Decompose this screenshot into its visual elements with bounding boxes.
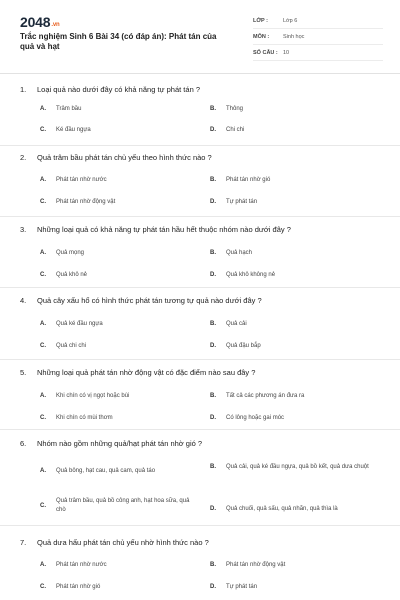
option-a[interactable] (40, 561, 200, 570)
option-text: Phát tán nhờ gió (56, 584, 101, 590)
option-letter: C. (40, 199, 46, 206)
option-c[interactable] (40, 414, 200, 423)
option-letter: B. (210, 250, 216, 257)
option-text: Chi chi (226, 127, 245, 133)
option-letter: A. (40, 177, 46, 184)
option-text: Quả cải (226, 321, 247, 327)
meta-label: LỚP : (253, 17, 268, 24)
meta-label: SỐ CÂU : (253, 49, 278, 56)
option-text: Phát tán nhờ động vật (226, 562, 286, 568)
option-d[interactable] (210, 505, 380, 514)
option-letter: B. (210, 321, 216, 328)
option-text: Quả khô không nẻ (226, 272, 276, 278)
option-d[interactable] (210, 342, 380, 351)
question-text (20, 439, 202, 448)
option-d[interactable] (210, 414, 380, 423)
option-text: Quả bông, hạt cau, quả cam, quả táo (56, 468, 156, 474)
option-d[interactable] (210, 583, 380, 592)
option-text: Quả mọng (56, 250, 85, 256)
option-c[interactable] (40, 271, 200, 280)
option-a[interactable] (40, 392, 200, 401)
question-label: Những loại quả phát tán nhờ động vật có đặc điểm nào sau đây ? (37, 368, 256, 377)
question-label: Loại quả nào dưới đây có khả năng tự phát tán ? (37, 85, 200, 94)
option-letter: A. (40, 562, 46, 569)
option-a[interactable] (40, 467, 200, 476)
option-b[interactable] (210, 176, 380, 185)
question-number: 3. (20, 225, 27, 234)
question-text (20, 538, 209, 547)
option-b[interactable] (210, 561, 380, 570)
question-number: 2. (20, 153, 27, 162)
option-text: Quả hạch (226, 250, 253, 256)
option-letter: C. (40, 584, 46, 591)
option-letter: D. (210, 506, 216, 513)
option-text: Tất cả các phương án đưa ra (226, 393, 305, 399)
option-c[interactable] (40, 497, 200, 514)
question-7 (0, 527, 400, 600)
option-c[interactable] (40, 198, 200, 207)
question-5 (0, 361, 400, 430)
option-text: Tự phát tán (226, 584, 258, 590)
option-c[interactable] (40, 126, 200, 135)
option-letter: B. (210, 177, 216, 184)
option-letter: B. (210, 106, 216, 113)
option-text: Quả khô nẻ (56, 272, 88, 278)
option-c[interactable] (40, 583, 200, 592)
page-header (0, 0, 400, 74)
option-a[interactable] (40, 249, 200, 258)
option-text: Phát tán nhờ nước (56, 562, 107, 568)
question-text (20, 225, 291, 234)
option-d[interactable] (210, 198, 380, 207)
option-letter: A. (40, 468, 46, 475)
option-letter: D. (210, 415, 216, 422)
option-letter: D. (210, 272, 216, 279)
option-text: Thông (226, 106, 244, 112)
option-text: Quả trâm bầu, quả bồ công anh, hạt hoa sữa, quả chò (56, 498, 190, 513)
option-letter: C. (40, 502, 46, 509)
option-text: Quả chuối, quả sấu, quả nhãn, quả thìa là (226, 506, 338, 512)
meta-value: 10 (283, 49, 290, 56)
option-c[interactable] (40, 342, 200, 351)
logo-text: 2048 (20, 14, 51, 30)
option-letter: B. (210, 393, 216, 400)
question-label: Nhóm nào gồm những quả/hạt phát tán nhờ gió ? (37, 439, 203, 448)
option-text: Quả cải, quả ké đầu ngựa, quả bồ kết, quả dưa chuột (226, 464, 369, 470)
option-letter: B. (210, 562, 216, 569)
question-1 (0, 80, 400, 146)
question-label: Quả trâm bầu phát tán chủ yếu theo hình thức nào ? (37, 153, 212, 162)
option-letter: A. (40, 250, 46, 257)
question-6 (0, 431, 400, 526)
option-letter: C. (40, 272, 46, 279)
meta-label: MÔN : (253, 33, 270, 40)
option-a[interactable] (40, 320, 200, 329)
option-b[interactable] (210, 463, 380, 472)
option-d[interactable] (210, 271, 380, 280)
option-letter: D. (210, 343, 216, 350)
option-letter: D. (210, 199, 216, 206)
option-letter: C. (40, 415, 46, 422)
question-label: Những loại quả có khả năng tự phát tán hầu hết thuộc nhóm nào dưới đây ? (37, 225, 291, 234)
option-letter: B. (210, 464, 216, 471)
option-a[interactable] (40, 105, 200, 114)
option-text: Quả chi chi (56, 343, 87, 349)
option-text: Quả đậu bắp (226, 343, 261, 349)
option-letter: A. (40, 106, 46, 113)
option-text: Phát tán nhờ gió (226, 177, 271, 183)
question-number: 7. (20, 538, 27, 547)
option-letter: C. (40, 127, 46, 134)
option-text: Có lông hoặc gai móc (226, 415, 285, 421)
question-text (20, 85, 200, 94)
question-text (20, 368, 255, 377)
question-4 (0, 289, 400, 360)
page-title: Trắc nghiệm Sinh 6 Bài 34 (có đáp án): Phát tán của quả và hạt (20, 32, 217, 51)
meta-value: Sinh học (283, 33, 305, 40)
meta-row-class (253, 13, 383, 29)
option-text: Khi chín có mùi thơm (56, 415, 113, 421)
question-3 (0, 218, 400, 288)
logo-suffix: .vn (51, 22, 60, 28)
option-letter: D. (210, 127, 216, 134)
meta-row-count (253, 45, 383, 61)
question-number: 6. (20, 439, 27, 448)
question-number: 4. (20, 296, 27, 305)
option-a[interactable] (40, 176, 200, 185)
option-letter: D. (210, 584, 216, 591)
meta-value: Lớp 6 (283, 17, 298, 24)
option-b[interactable] (210, 392, 380, 401)
option-letter: C. (40, 343, 46, 350)
question-number: 5. (20, 368, 27, 377)
option-text: Ké đầu ngựa (56, 127, 91, 133)
option-text: Trâm bầu (56, 106, 82, 112)
question-text (20, 296, 262, 305)
question-2 (0, 147, 400, 217)
option-letter: A. (40, 321, 46, 328)
option-b[interactable] (210, 249, 380, 258)
option-text: Tự phát tán (226, 199, 258, 205)
question-label: Quả cây xấu hổ có hình thức phát tán tương tự quả nào dưới đây ? (37, 296, 262, 305)
site-logo[interactable] (20, 14, 59, 30)
question-text (20, 153, 212, 162)
option-text: Khi chín có vị ngọt hoặc bùi (56, 393, 130, 399)
option-text: Quả ké đầu ngựa (56, 321, 103, 327)
question-label: Quả dưa hấu phát tán chủ yếu nhờ hình thức nào ? (37, 538, 209, 547)
option-text: Phát tán nhờ nước (56, 177, 107, 183)
option-b[interactable] (210, 105, 380, 114)
option-b[interactable] (210, 320, 380, 329)
option-letter: A. (40, 393, 46, 400)
option-text: Phát tán nhờ động vật (56, 199, 116, 205)
meta-table (253, 13, 383, 61)
option-d[interactable] (210, 126, 380, 135)
meta-row-subject (253, 29, 383, 45)
question-number: 1. (20, 85, 27, 94)
